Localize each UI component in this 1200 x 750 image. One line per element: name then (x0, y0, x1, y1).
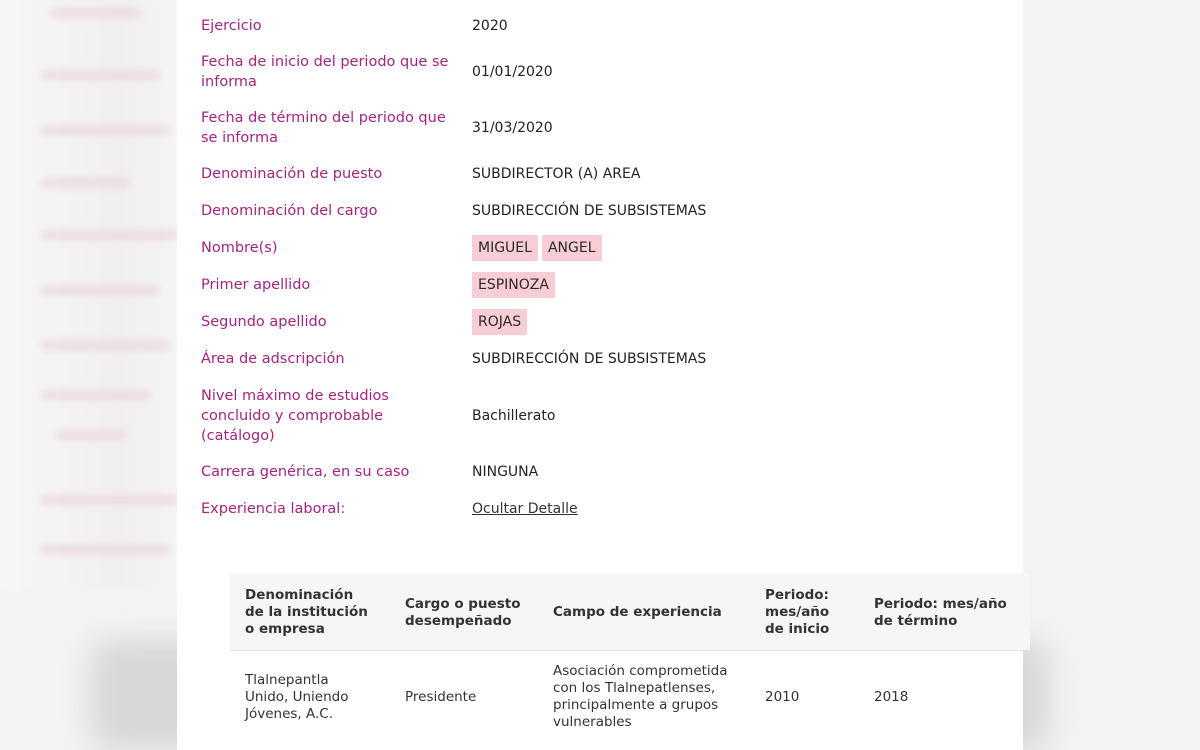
field-label: Carrera genérica, en su caso (201, 464, 410, 480)
table-cell: 2010 (765, 688, 800, 705)
table-cell: Asociación comprometida con los Tlalnepatlenses, principalmente a grupos vulnerables (553, 663, 728, 730)
table-header-row (230, 573, 1030, 651)
field-label: Segundo apellido (201, 314, 327, 330)
name-chips (472, 235, 602, 261)
field-value: SUBDIRECTOR (A) AREA (472, 166, 641, 182)
field-label: Denominación de puesto (201, 166, 383, 182)
background-sidebar (0, 0, 200, 590)
field-label: Área de adscripción (201, 351, 345, 367)
field-value: Bachillerato (472, 408, 556, 424)
field-label: Denominación del cargo (201, 203, 378, 219)
column-header: Periodo: mes/año de término (859, 573, 1030, 651)
table-cell: Tlalnepantla Unido, Uniendo Jóvenes, A.C. (245, 671, 349, 722)
field-label: Ejercicio (201, 18, 262, 34)
field-value: SUBDIRECCIÓN DE SUBSISTEMAS (472, 351, 707, 367)
table-cell: Presidente (405, 688, 477, 705)
field-value: 31/03/2020 (472, 120, 553, 136)
field-label: Experiencia laboral: (201, 501, 346, 517)
field-value: 2020 (472, 18, 508, 34)
experience-table-container[interactable] (230, 573, 1007, 750)
detail-card (177, 0, 1023, 750)
surname-chips (472, 272, 555, 298)
table-row (230, 651, 1030, 744)
column-header: Campo de experiencia (538, 573, 750, 651)
field-value: NINGUNA (472, 464, 539, 480)
name-chip: ANGEL (542, 235, 602, 261)
field-label: Primer apellido (201, 277, 311, 293)
field-label: Nivel máximo de estudios concluido y comprobable (catálogo) (201, 388, 389, 444)
second-surname-chips (472, 309, 527, 335)
experience-table (230, 573, 1030, 743)
toggle-detail-link[interactable]: Ocultar Detalle (472, 501, 578, 517)
column-header: Denominación de la institución o empresa (230, 573, 390, 651)
surname-chip: ESPINOZA (472, 272, 555, 298)
name-chip: MIGUEL (472, 235, 538, 261)
field-label: Nombre(s) (201, 240, 278, 256)
second-surname-chip: ROJAS (472, 309, 527, 335)
field-label: Fecha de inicio del periodo que se informa (201, 54, 449, 90)
field-label: Fecha de término del periodo que se informa (201, 110, 446, 146)
table-cell: 2018 (874, 688, 909, 705)
field-value: SUBDIRECCIÓN DE SUBSISTEMAS (472, 203, 707, 219)
column-header: Cargo o puesto desempeñado (390, 573, 538, 651)
field-value: 01/01/2020 (472, 64, 553, 80)
column-header: Periodo: mes/año de inicio (750, 573, 859, 651)
